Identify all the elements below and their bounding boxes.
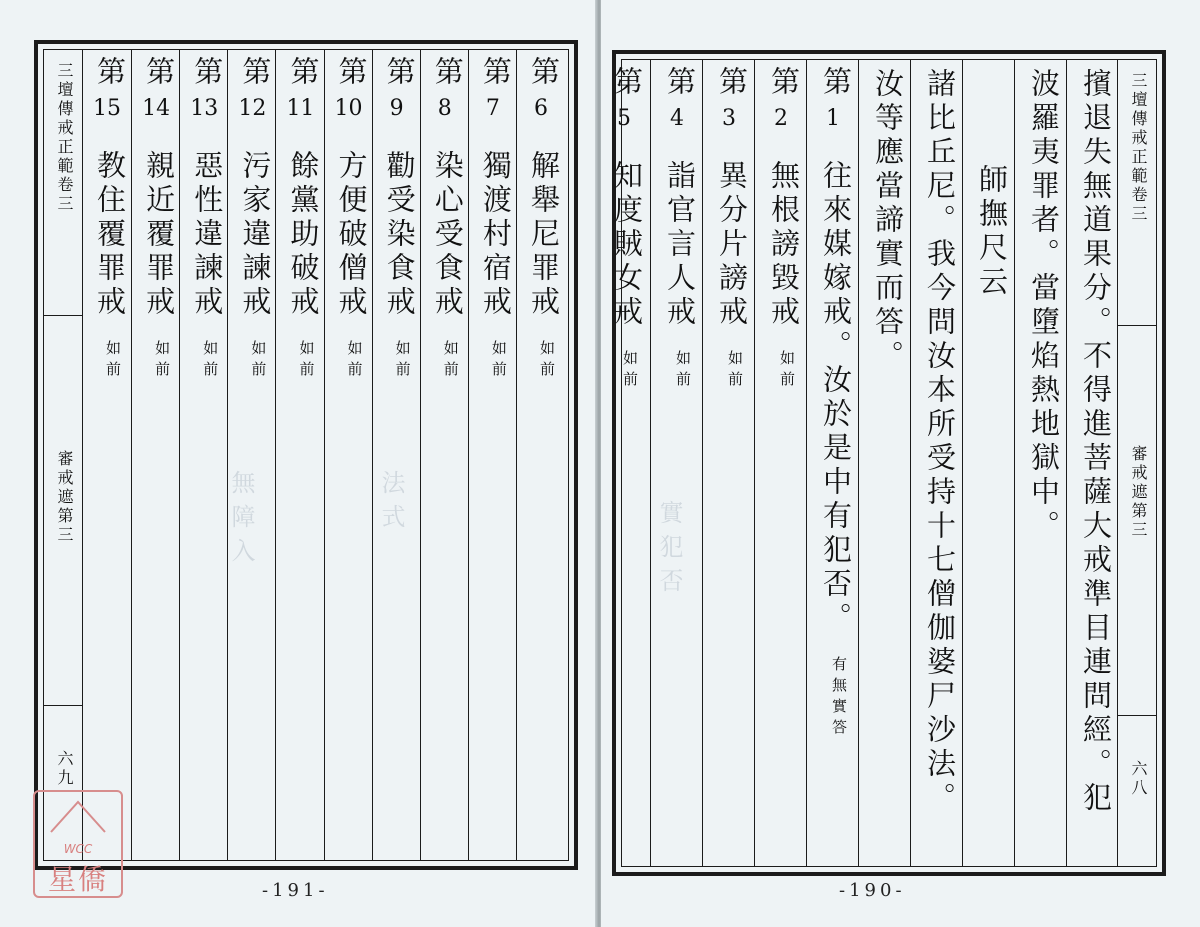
precept-text: 勸受染食戒 — [382, 150, 417, 320]
precept-label: 第 — [478, 56, 513, 90]
precept-column — [420, 50, 469, 860]
precept-note: 如前 — [726, 350, 744, 392]
precept-text: 污家違諫戒 — [238, 150, 273, 320]
watermark-chinese: 星僑 — [47, 863, 108, 896]
running-head: 三壇傳戒正範卷三 — [55, 62, 74, 214]
watermark-stamp — [33, 790, 123, 898]
precept-label: 第 — [430, 56, 465, 90]
precept-number: 8 — [437, 96, 452, 121]
precept-note: 有無實答 — [830, 656, 848, 740]
precept-label: 第 — [819, 66, 853, 100]
precept-number: 3 — [722, 106, 736, 131]
precept-column — [754, 60, 807, 866]
precept-label: 第 — [610, 66, 644, 100]
precept-note: 如前 — [297, 340, 316, 382]
house-icon — [47, 798, 109, 834]
precept-label: 第 — [526, 56, 561, 90]
precept-text: 無根謗毀戒 — [767, 160, 801, 330]
precept-number: 6 — [533, 96, 548, 121]
precept-text: 往來媒嫁戒。汝於是中有犯否。 — [819, 160, 853, 636]
precept-note: 如前 — [674, 350, 692, 392]
precept-number: 12 — [238, 96, 267, 121]
precept-text: 教住覆罪戒 — [93, 150, 128, 320]
precept-number: 11 — [286, 96, 315, 121]
prose-column — [962, 60, 1015, 866]
precept-column — [372, 50, 421, 860]
left-columns — [83, 50, 568, 860]
precept-label: 第 — [767, 66, 801, 100]
precept-label: 第 — [286, 56, 321, 90]
precept-column — [806, 60, 859, 866]
precept-text: 染心受食戒 — [430, 150, 465, 320]
precept-number: 13 — [190, 96, 219, 121]
precept-column — [598, 60, 650, 866]
precept-note: 如前 — [153, 340, 172, 382]
prose-line: 汝等應當諦實而答。 — [871, 68, 905, 374]
running-head: 三壇傳戒正範卷三 — [1129, 72, 1148, 224]
precept-column — [702, 60, 755, 866]
prose-column — [1066, 60, 1119, 866]
precept-number: 14 — [142, 96, 171, 121]
precept-label: 第 — [715, 66, 749, 100]
precept-label: 第 — [382, 56, 417, 90]
precept-number: 2 — [774, 106, 788, 131]
precept-number: 15 — [93, 96, 122, 121]
left-page — [0, 0, 597, 927]
watermark-latin: WCC — [63, 842, 93, 856]
precept-note: 如前 — [489, 340, 508, 382]
precept-label: 第 — [238, 56, 273, 90]
right-margin-strip — [1117, 60, 1156, 866]
right-columns — [610, 60, 1118, 866]
precept-number: 5 — [617, 106, 631, 131]
precept-column — [275, 50, 324, 860]
precept-number: 9 — [389, 96, 404, 121]
precept-note: 如前 — [104, 340, 123, 382]
precept-text: 方便破僧戒 — [334, 150, 369, 320]
section-title: 審戒遮第三 — [1129, 445, 1148, 540]
right-page — [601, 0, 1200, 927]
prose-line: 師撫尺云 — [975, 164, 1009, 300]
precept-number: 1 — [826, 106, 840, 131]
precept-text: 詣官言人戒 — [663, 160, 697, 330]
precept-column — [83, 50, 131, 860]
precept-text: 餘黨助破戒 — [286, 150, 321, 320]
precept-column — [516, 50, 565, 860]
precept-number: 10 — [334, 96, 363, 121]
precept-note: 如前 — [345, 340, 364, 382]
precept-column — [227, 50, 276, 860]
precept-note: 如前 — [393, 340, 412, 382]
right-page-frame: 擯退失無道果分。不得進菩薩大戒準目連問經。犯 波羅夷罪者。當墮焰熱地獄中。 師撫尺云 諸比丘尼。我今問汝本所受持十七僧伽婆尸沙法。 汝等應當諦實而答。 第 1 往來媒嫁戒。汝於是中有犯否。 有無實答 第 2 無根謗毀戒 如前 第 3 異分片謗戒 如前 第 4 詣官言人戒 如前 第 5 知度賊女戒 如前 三壇傳戒正範卷三 審戒遮第三 六八 實犯否 — [612, 50, 1166, 876]
folio: 六九 — [55, 750, 74, 788]
precept-label: 第 — [334, 56, 369, 90]
precept-note: 如前 — [537, 340, 556, 382]
precept-note: 如前 — [621, 350, 639, 392]
prose-line: 擯退失無道果分。不得進菩薩大戒準目連問經。犯 — [1079, 68, 1113, 816]
precept-column — [324, 50, 373, 860]
precept-column — [179, 50, 228, 860]
precept-label: 第 — [663, 66, 697, 100]
precept-label: 第 — [190, 56, 225, 90]
precept-column — [131, 50, 180, 860]
precept-number: 4 — [670, 106, 684, 131]
precept-number: 7 — [485, 96, 500, 121]
precept-label: 第 — [142, 56, 177, 90]
folio: 六八 — [1129, 760, 1148, 798]
left-page-frame: 三壇傳戒正範卷三 審戒遮第三 六九 第 6 解舉尼罪戒 如前 第 7 獨渡村宿戒 如前 第 8 染心受食戒 如前 第 9 勸受染食戒 如前 第 10 方便破僧戒 如前 第 11 餘黨助破戒 如前 第 12 污家違諫戒 如前 第 13 惡性違諫戒 如前 第 14 親近覆罪戒 如前 第 15 教住覆罪戒 如前 無障入 法式 — [34, 40, 578, 870]
precept-text: 解舉尼罪戒 — [526, 150, 561, 320]
left-margin-strip — [44, 50, 82, 860]
prose-column — [1014, 60, 1067, 866]
precept-column — [468, 50, 517, 860]
precept-column — [650, 60, 703, 866]
precept-note: 如前 — [201, 340, 220, 382]
precept-text: 獨渡村宿戒 — [478, 150, 513, 320]
precept-note: 如前 — [778, 350, 796, 392]
precept-note: 如前 — [249, 340, 268, 382]
precept-text: 惡性違諫戒 — [190, 150, 225, 320]
page-number: -191- — [262, 880, 329, 901]
prose-line: 波羅夷罪者。當墮焰熱地獄中。 — [1027, 68, 1061, 544]
precept-text: 親近覆罪戒 — [142, 150, 177, 320]
precept-label: 第 — [93, 56, 128, 90]
section-title: 審戒遮第三 — [55, 450, 74, 545]
prose-column — [910, 60, 963, 866]
page-number: -190- — [839, 880, 906, 901]
precept-note: 如前 — [441, 340, 460, 382]
prose-line: 諸比丘尼。我今問汝本所受持十七僧伽婆尸沙法。 — [923, 68, 957, 816]
precept-text: 異分片謗戒 — [715, 160, 749, 330]
precept-text: 知度賊女戒 — [610, 160, 644, 330]
prose-column — [858, 60, 911, 866]
